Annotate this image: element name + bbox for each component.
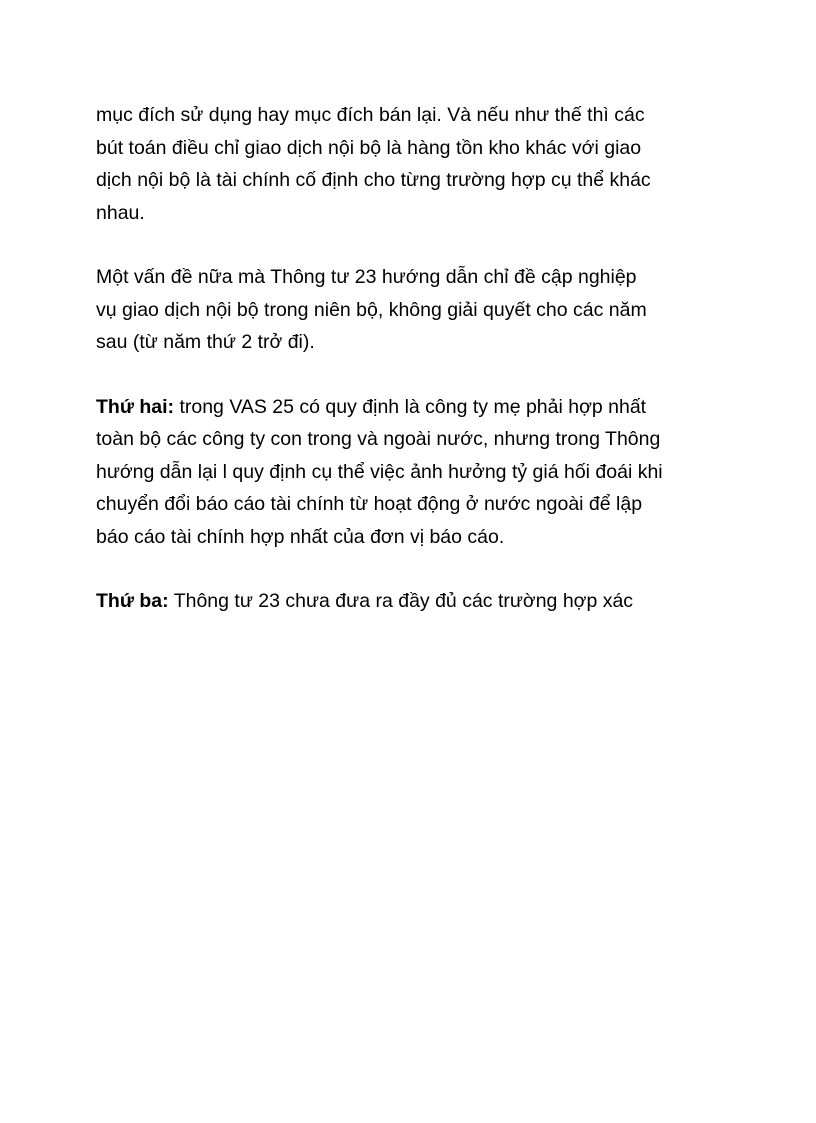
text-line: dịch nội bộ là tài chính cố định cho từng trường hợp cụ thể khác	[96, 169, 651, 191]
text-line	[96, 391, 736, 424]
text-line: vụ giao dịch nội bộ trong niên bộ, không giải quyết cho các năm	[96, 298, 647, 321]
paragraph-label: Thứ hai:	[96, 395, 175, 418]
text-line	[96, 585, 736, 618]
paragraph-2	[96, 261, 736, 359]
paragraph-4	[96, 585, 736, 618]
text-line: toàn bộ các công ty con trong và ngoài nước, nhưng trong Thông	[96, 428, 661, 450]
paragraph-gap	[96, 359, 736, 391]
paragraph-1	[96, 99, 736, 229]
paragraph-label: Thứ ba:	[96, 590, 169, 612]
text-line: mục đích sử dụng hay mục đích bán lại. Và nếu như thế thì các	[96, 104, 645, 126]
paragraph-gap	[96, 553, 736, 585]
text-line: hướng dẫn lại l quy định cụ thể việc ảnh hưởng tỷ giá hối đoái khi	[96, 460, 663, 483]
document-body	[96, 99, 736, 618]
paragraph-gap	[96, 229, 736, 261]
text-run: trong VAS 25 có quy định là công ty mẹ phải hợp nhất	[174, 395, 647, 418]
text-line: sau (từ năm thứ 2 trở đi).	[96, 331, 315, 353]
text-line: báo cáo tài chính hợp nhất của đơn vị báo cáo.	[96, 525, 505, 548]
text-line: chuyển đổi báo cáo tài chính từ hoạt động ở nước ngoài để lập	[96, 493, 643, 515]
text-line: nhau.	[96, 201, 145, 224]
text-line: bút toán điều chỉ giao dịch nội bộ là hàng tồn kho khác với giao	[96, 136, 642, 159]
paragraph-3	[96, 391, 736, 554]
text-line: Một vấn đề nữa mà Thông tư 23 hướng dẫn chỉ đề cập nghiệp	[96, 266, 637, 288]
text-run: Thông tư 23 chưa đưa ra đầy đủ các trường hợp xác	[168, 590, 634, 612]
